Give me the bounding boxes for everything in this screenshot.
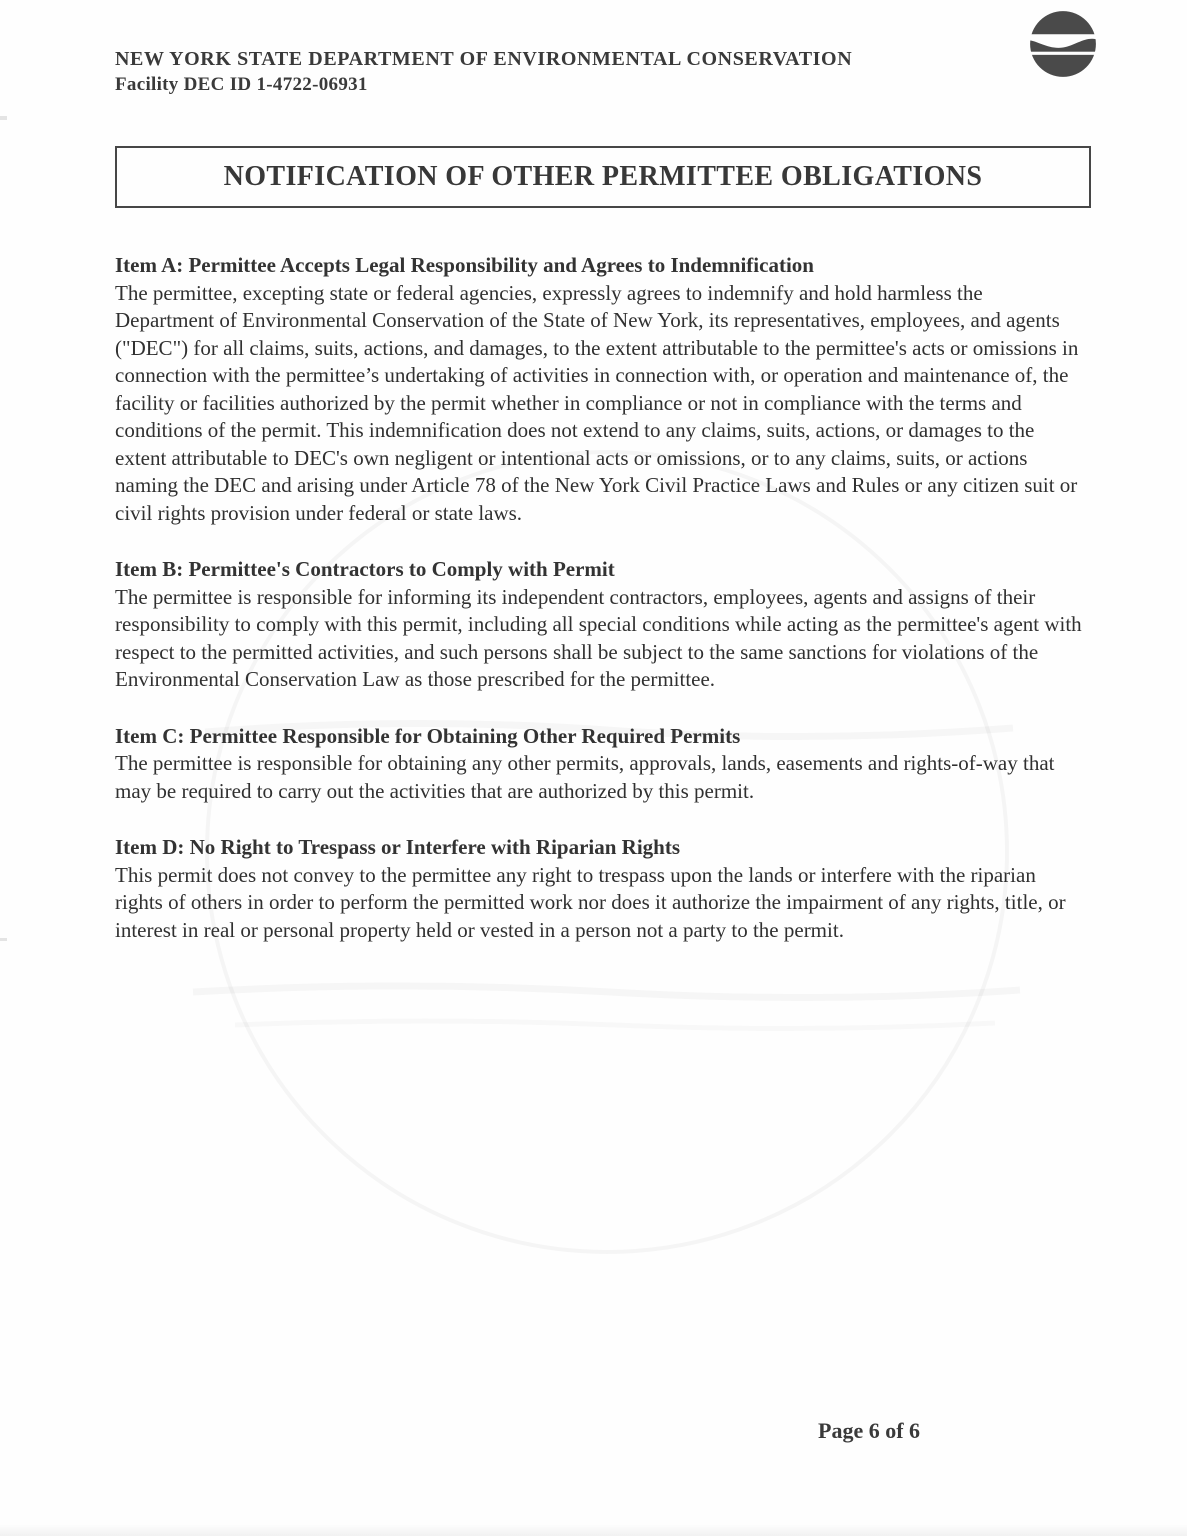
scan-artifact [0,938,7,941]
obligation-item-a [115,252,1083,527]
scan-bottom-edge [0,1524,1187,1536]
page-number: Page 6 of 6 [818,1418,921,1443]
document-body [115,252,1083,973]
item-c-heading: Item C: Permittee Responsible for Obtaining Other Required Permits [115,723,741,748]
agency-name: NEW YORK STATE DEPARTMENT OF ENVIRONMENTAL CONSERVATION [115,48,853,70]
item-b-heading: Item B: Permittee's Contractors to Comply with Permit [115,557,615,581]
obligation-item-c [115,723,1083,806]
item-a-text: The permittee, excepting state or federal agencies, expressly agrees to indemnify and hold harmless the Department of Environmental Conservation of the State of New York, its representatives, employees, and agents ("DEC") for all claims, suits, actions, and damages, to the extent attributable to the permittee's acts or omissions in connection with the permittee’s undertaking of activities in connection with, or operation and maintenance of, the facility or facilities authorized by the permit whether in compliance or not in compliance with the terms and conditions of the permit. This indemnification does not extend to any claims, suits, actions, or damages to the extent attributable to DEC's own negligent or intentional acts or omissions, or to any claims, suits, or actions naming the DEC and arising under Article 78 of the New York Civil Practice Laws and Rules or any citizen suit or civil rights provision under federal or state laws. [115,280,1079,525]
nysdec-logo-icon [1028,9,1098,79]
item-d-text: This permit does not convey to the permittee any right to trespass upon the lands or interfere with the riparian rights of others in order to perform the permitted work nor does it authorize the impairment of any rights, title, or interest in real or personal property held or vested in a person not a party to the permit. [115,862,1066,942]
page-title: NOTIFICATION OF OTHER PERMITTEE OBLIGATIONS [223,161,983,192]
scan-artifact [0,116,7,120]
document-header [115,47,852,97]
item-b-text: The permittee is responsible for informing its independent contractors, employees, agents and assigns of their responsibility to comply with this permit, including all special conditions while acting as the permittee's agent with respect to the permitted activities, and such persons shall be subject to the same sanctions for violations of the Environmental Conservation Law as those prescribed for the permittee. [115,584,1082,691]
item-c-text: The permittee is responsible for obtaining any other permits, approvals, lands, easements and rights-of-way that may be required to carry out the activities that are authorized by this permit. [115,751,1055,803]
obligation-item-d [115,834,1083,944]
item-d-heading: Item D: No Right to Trespass or Interfere with Riparian Rights [115,835,681,859]
obligation-item-b [115,556,1083,694]
title-box [115,146,1091,208]
facility-dec-id: Facility DEC ID 1-4722-06931 [115,74,368,95]
item-a-heading: Item A: Permittee Accepts Legal Responsibility and Agrees to Indemnification [115,253,814,277]
